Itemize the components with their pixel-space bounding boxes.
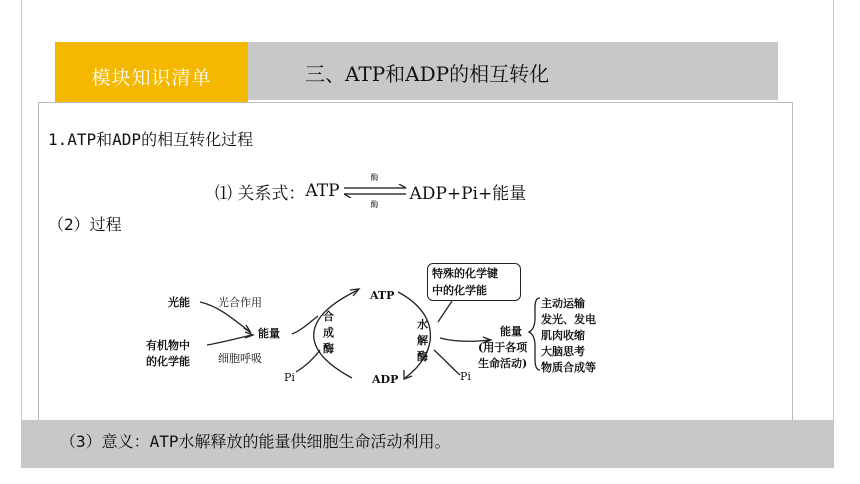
label-photosynthesis: 光合作用	[218, 296, 262, 309]
section3-significance: （3）意义：ATP水解释放的能量供细胞生命活动利用。	[60, 432, 451, 451]
label-synthase-3: 酶	[323, 342, 334, 355]
label-organic-line1: 有机物中	[146, 339, 190, 352]
relation-formula	[215, 172, 526, 210]
label-light-energy: 光能	[168, 296, 190, 309]
label-adp: ADP	[372, 373, 399, 386]
label-use-energy-1: 能量	[500, 325, 522, 338]
label-atp: ATP	[370, 289, 395, 302]
page-title: 三、ATP和ADP的相互转化	[305, 62, 550, 86]
content-box	[38, 102, 793, 432]
label-hydrolase-1: 水	[417, 318, 428, 331]
module-badge: 模块知识清单	[55, 42, 248, 111]
use-item: 主动运输	[541, 297, 585, 310]
use-item: 物质合成等	[541, 361, 596, 374]
use-item: 肌肉收缩	[541, 329, 585, 342]
reversible-arrow-icon	[342, 184, 408, 198]
label-respiration: 细胞呼吸	[218, 352, 262, 365]
label-energy-left: 能量	[258, 327, 280, 340]
callout-line1: 特殊的化学键	[432, 267, 498, 280]
reversible-arrow	[342, 172, 408, 210]
label-use-energy-3: 生命活动)	[478, 357, 528, 370]
relation-products: ADP+Pi+能量	[409, 183, 527, 204]
callout-line2: 中的化学能	[432, 284, 487, 297]
bond-energy-callout	[427, 263, 521, 301]
label-synthase-2: 成	[323, 326, 334, 339]
label-hydrolase-2: 解	[417, 334, 428, 347]
label-hydrolase-3: 酶	[417, 350, 428, 363]
label-organic-line2: 的化学能	[146, 355, 190, 368]
label-pi-right: Pi	[460, 370, 471, 383]
use-item: 大脑思考	[541, 345, 585, 358]
label-pi-left: Pi	[284, 371, 295, 384]
enzyme-top-label: 酶	[370, 173, 379, 182]
use-item: 发光、发电	[541, 313, 596, 326]
relation-label: ⑴ 关系式：	[215, 183, 306, 204]
section1-heading: 1.ATP和ADP的相互转化过程	[48, 130, 254, 149]
label-synthase-1: 合	[323, 310, 334, 323]
enzyme-bottom-label: 酶	[370, 200, 379, 209]
label-use-energy-2: (用于各项	[478, 341, 528, 354]
section2-heading: （2）过程	[48, 215, 122, 234]
relation-atp: ATP	[305, 181, 340, 201]
